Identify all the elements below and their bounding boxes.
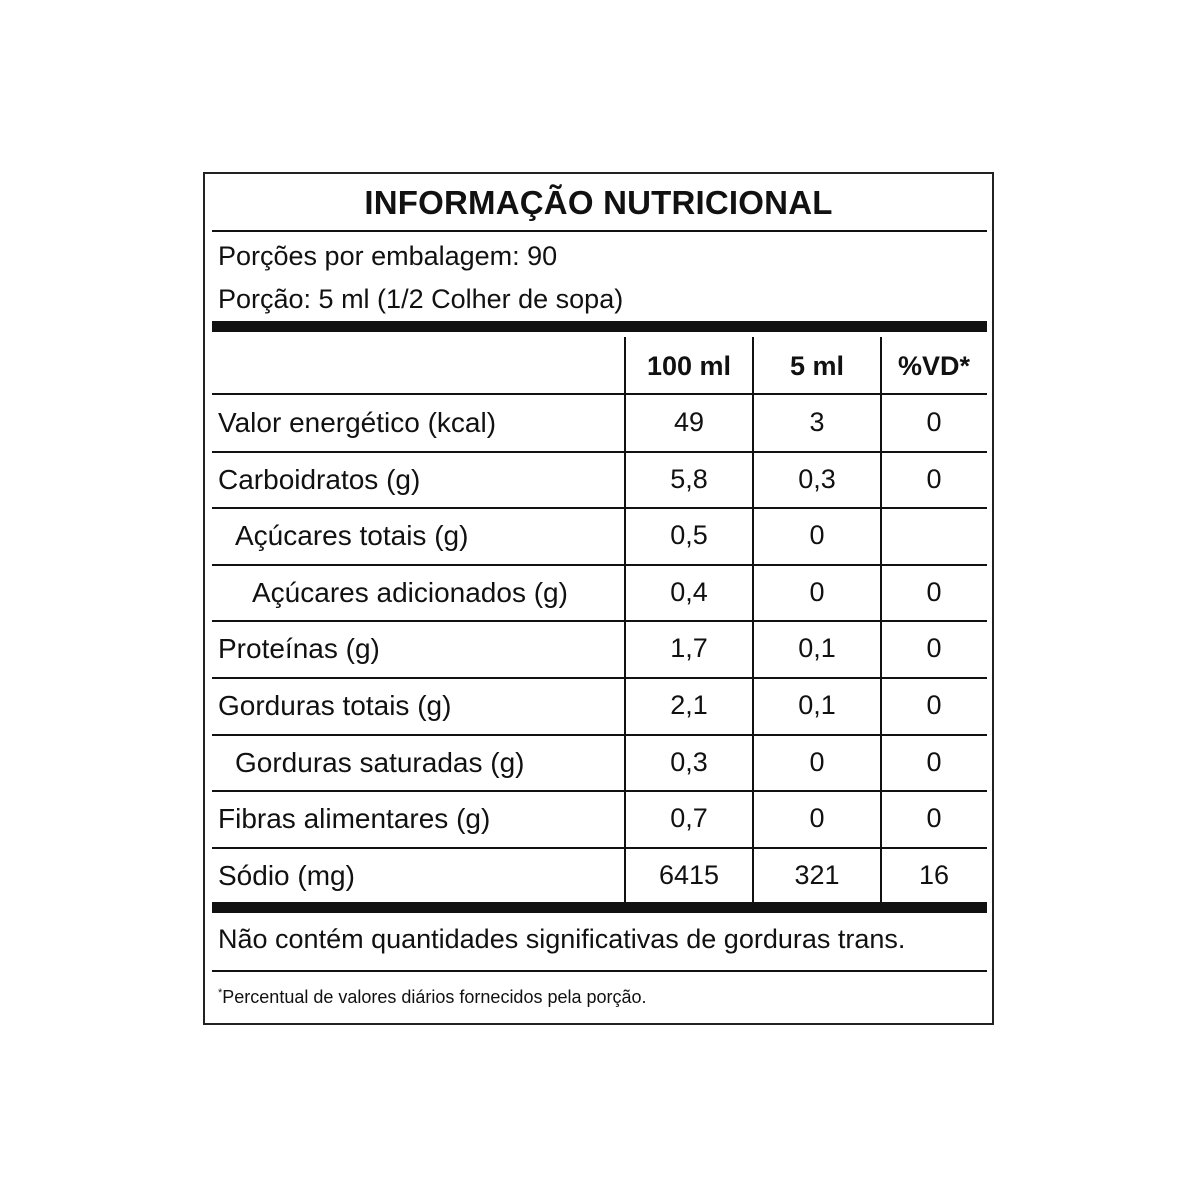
value-per-100ml: 0,4: [670, 576, 708, 607]
nutrient-label: Gorduras totais (g): [218, 690, 452, 721]
value-per-portion: 321: [794, 859, 840, 890]
trans-fat-note: Não contém quantidades significativas de gorduras trans.: [218, 924, 906, 954]
daily-value-percent: 0: [926, 803, 942, 834]
nutrient-row: [212, 791, 987, 847]
value-per-portion: 0: [809, 803, 825, 834]
daily-value-percent: 0: [926, 407, 942, 437]
thick-divider: [212, 902, 987, 913]
nutrient-row: [212, 508, 987, 564]
nutrient-row: [212, 452, 987, 508]
footnote-mark: *: [218, 987, 223, 999]
value-per-100ml: 1,7: [670, 633, 708, 664]
nutrient-row: [212, 565, 987, 621]
value-per-100ml: 5,8: [670, 463, 708, 494]
nutrient-label: Proteínas (g): [218, 633, 380, 665]
value-per-portion: 0: [809, 746, 825, 777]
value-per-100ml: 0,3: [670, 746, 708, 777]
divider: [212, 970, 987, 972]
value-per-portion: 0,3: [798, 463, 836, 494]
value-per-100ml: 0,7: [670, 803, 708, 834]
column-header-portion: 5 ml: [789, 351, 845, 381]
nutrient-row: [212, 678, 987, 734]
nutrient-label: Açúcares adicionados (g): [252, 576, 568, 608]
nutrient-label: Fibras alimentares (g): [218, 803, 491, 835]
value-per-portion: 3: [809, 407, 825, 437]
nutrient-row: [212, 621, 987, 677]
column-header-100ml: 100 ml: [646, 351, 732, 381]
value-per-portion: 0,1: [798, 633, 836, 664]
nutrient-label: Valor energético (kcal): [218, 407, 497, 438]
nutrition-facts-panel: [203, 172, 994, 1025]
nutrient-row: [212, 395, 987, 451]
value-per-100ml: 49: [673, 407, 705, 437]
value-per-portion: 0: [809, 576, 825, 607]
column-header-daily-value: %VD*: [897, 351, 971, 381]
value-per-portion: 0,1: [798, 690, 836, 720]
daily-value-percent: 16: [918, 859, 950, 890]
value-per-100ml: 0,5: [670, 520, 708, 551]
nutrient-label: Açúcares totais (g): [235, 520, 469, 552]
value-per-100ml: 6415: [658, 859, 720, 890]
nutrient-label: Sódio (mg): [218, 859, 355, 891]
daily-value-percent: 0: [926, 633, 942, 664]
daily-value-percent: 0: [926, 690, 942, 720]
daily-value-percent: 0: [926, 576, 942, 607]
daily-value-percent: 0: [926, 746, 942, 777]
footnote: [218, 987, 647, 1008]
thick-divider: [212, 321, 987, 332]
footnote-text: Percentual de valores diários fornecidos pela porção.: [222, 987, 647, 1007]
panel-title: INFORMAÇÃO NUTRICIONAL: [364, 184, 833, 221]
daily-value-percent: 0: [926, 463, 942, 494]
nutrient-label: Carboidratos (g): [218, 463, 421, 495]
nutrient-row: [212, 848, 987, 904]
serving-size: Porção: 5 ml (1/2 Colher de sopa): [218, 284, 624, 314]
servings-per-package: Porções por embalagem: 90: [218, 241, 558, 271]
nutrient-label: Gorduras saturadas (g): [235, 746, 525, 778]
divider: [212, 230, 987, 232]
value-per-100ml: 2,1: [670, 690, 708, 720]
nutrient-row: [212, 735, 987, 791]
value-per-portion: 0: [809, 520, 825, 551]
